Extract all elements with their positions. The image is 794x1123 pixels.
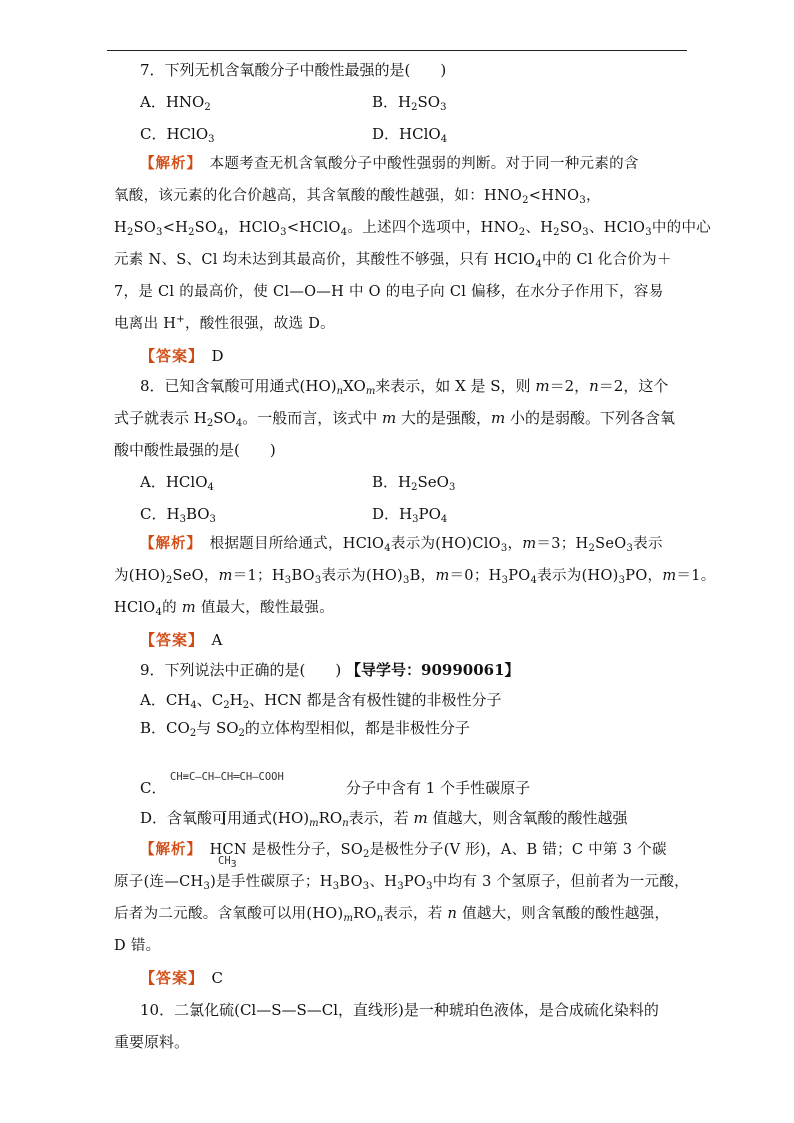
q8-option-a: A．HClO$_4$ <box>140 473 214 493</box>
q7-analysis-line3: $H_2SO_3<H_2SO_4$，HClO$_3$<HClO$_4$。上述四个选项中，$HNO_2$、$H_2SO_3$、HClO$_3$中的中心 <box>114 220 712 238</box>
q7-stem: 7．下列无机含氧酸分子中酸性最强的是( ) <box>140 61 447 79</box>
q7-option-a: A．$HNO_2$ <box>140 93 211 113</box>
q9-option-c: C． 分子中含有 1 个手性碳原子 <box>140 779 531 797</box>
guide-number: 【导学号：90990061】 <box>346 661 520 679</box>
q8-option-d: D．$H_3PO_4$ <box>372 505 448 525</box>
q7-options-ab <box>140 92 447 113</box>
q7-options-cd <box>140 124 448 145</box>
formula-methyl: $CH_3$ <box>218 855 237 870</box>
formula-main-chain: CH≡C—CH—CH═CH—COOH <box>170 771 284 783</box>
q9-option-a: A．$CH_4$、$C_2H_2$、HCN 都是含有极性键的非极性分子 <box>140 691 502 711</box>
analysis-tag: 【解析】 <box>140 155 195 172</box>
q9-analysis-line3: 后者为二元酸。含氧酸可以用$(HO)_mRO_n$表示，若 n 值越大，则含氧酸的酸性越强， <box>114 906 670 924</box>
q9-stem: 9．下列说法中正确的是( ) 【导学号：90990061】 <box>140 661 520 679</box>
q7-analysis-line1: 【解析】 本题考查无机含氧酸分子中酸性强弱的判断。对于同一种元素的含 <box>140 155 639 172</box>
q7-analysis-line6: 电离出 H+，酸性很强，故选 D。 <box>114 314 335 332</box>
q8-options-ab <box>140 472 456 493</box>
q9-analysis-line4: D 错。 <box>114 938 161 954</box>
q8-stem-line1: 8．已知含氧酸可用通式$(HO)_nXO_m$来表示，如 X 是 S，则 m＝2，n＝2，这个 <box>140 377 669 397</box>
q8-stem-line2: 式子就表示 $H_2SO_4$。一般而言，该式中 m 大的是强酸，m 小的是弱酸。下列各含氧 <box>114 409 675 429</box>
q9-answer: 【答案】 C <box>140 969 224 987</box>
q8-options-cd <box>140 504 448 525</box>
q7-option-d: D．HClO$_4$ <box>372 125 448 145</box>
q10-stem-line1: 10．二氯化硫(Cl—S—S—Cl，直线形)是一种琥珀色液体，是合成硫化染料的 <box>140 1001 659 1019</box>
q8-option-b: B．$H_2SeO_3$ <box>372 473 456 493</box>
q10-stem-line2: 重要原料。 <box>114 1033 190 1051</box>
q7-analysis-line2: 氧酸，该元素的化合价越高，其含氧酸的酸性越强，如：$HNO_2<HNO_3$， <box>114 188 601 206</box>
q8-analysis-line2: 为$(HO)_2SeO$，m＝1；$H_3BO_3$表示为$(HO)_3B$，m＝0；$H_3PO_4$表示为$(HO)_3PO$，m＝1。 <box>114 568 716 586</box>
q8-answer: 【答案】 A <box>140 631 223 649</box>
q7-analysis-line4: 元素 N、S、Cl 均未达到其最高价，其酸性不够强，只有 HClO$_4$中的 Cl 化合价为＋ <box>114 252 672 270</box>
q8-analysis-line1: 【解析】 根据题目所给通式，HClO$_4$表示为(HO)ClO$_3$，m＝3；$H_2SeO_3$表示 <box>140 535 663 554</box>
q7-option-c: C．HClO$_3$ <box>140 125 215 145</box>
header-rule <box>107 50 687 51</box>
q7-analysis-line5: 7，是 Cl 的最高价，使 Cl—O—H 中 O 的电子向 Cl 偏移，在水分子作用下，容易 <box>114 284 664 300</box>
q7-option-b: B．$H_2SO_3$ <box>372 93 447 113</box>
q9-option-d: D．含氧酸可用通式$(HO)_mRO_n$表示，若 m 值越大，则含氧酸的酸性越强 <box>140 809 628 829</box>
q8-stem-line3: 酸中酸性最强的是( ) <box>114 441 276 459</box>
q9-analysis-line1: 【解析】 HCN 是极性分子，$SO_2$是极性分子(V 形)，A、B 错；C 中第 3 个碳 <box>140 841 667 860</box>
q9-option-b: B．$CO_2$与 $SO_2$的立体构型相似，都是非极性分子 <box>140 719 470 739</box>
q7-answer: 【答案】 D <box>140 347 224 365</box>
q8-option-c: C．$H_3BO_3$ <box>140 505 216 525</box>
q8-analysis-line3: HClO$_4$的 m 值最大，酸性最强。 <box>114 600 335 618</box>
q9-analysis-line2: 原子(连$—CH_3$)是手性碳原子；$H_3BO_3$、$H_3PO_3$中均有 3 个氢原子，但前者为一元酸， <box>114 874 689 892</box>
